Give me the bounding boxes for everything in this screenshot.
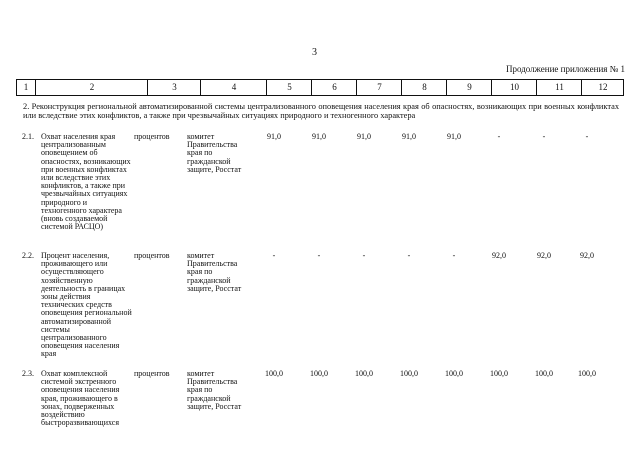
row-value: 100,0	[535, 369, 553, 378]
row-value: 100,0	[355, 369, 373, 378]
column-header-5: 5	[266, 80, 312, 95]
row-description: Процент населения, проживающего или осуществляющего хозяйственную деятельность в границах зоны действия технических средств оповещения региональной автоматизированной системы централизованного оповещения населения края	[41, 251, 132, 359]
row-value: 91,0	[447, 132, 461, 141]
row-value: 91,0	[402, 132, 416, 141]
column-header-1: 1	[23, 82, 29, 92]
row-description: Охват населения края централизованным оповещением об опасностях, возникающих при военных конфликтах или вследствие этих конфликтов, а также при чрезвычайных ситуациях природного и техногенного характера (вновь создаваемой системой РАСЦО)	[41, 132, 131, 232]
column-header-4: 4	[200, 80, 267, 95]
column-header-row	[16, 79, 624, 96]
row-unit: процентов	[134, 132, 170, 141]
row-value: -	[407, 251, 411, 260]
row-value: -	[362, 251, 366, 260]
row-number: 2.1.	[22, 132, 34, 141]
row-value: 92,0	[580, 251, 594, 260]
row-value: 91,0	[357, 132, 371, 141]
row-value: -	[317, 251, 321, 260]
column-header-8: 8	[401, 80, 447, 95]
row-organization: комитет Правительства края по гражданской защите, Росстат	[187, 369, 242, 411]
column-header-12: 12	[581, 80, 624, 95]
column-header-2: 2	[35, 80, 148, 95]
column-header-3: 3	[147, 80, 201, 95]
row-value: -	[272, 251, 276, 260]
row-description: Охват комплексной системой экстренного оповещения населения края, проживающего в зонах, подверженных воздействию быстроразвивающихся	[41, 369, 120, 428]
row-value: 91,0	[312, 132, 326, 141]
row-unit: процентов	[134, 251, 170, 260]
row-value: -	[542, 132, 546, 141]
row-unit: процентов	[134, 369, 170, 378]
section-number: 2.	[23, 102, 30, 111]
page-number: 3	[312, 47, 317, 58]
row-value: 100,0	[310, 369, 328, 378]
row-number: 2.3.	[22, 369, 34, 378]
row-value: -	[452, 251, 456, 260]
row-value: 100,0	[265, 369, 283, 378]
column-header-6: 6	[311, 80, 357, 95]
row-organization: комитет Правительства края по гражданской защите, Росстат	[187, 251, 242, 293]
section-title: Реконструкция региональной автоматизированной системы централизованного оповещения населения края об опасностях, возникающих при военных конфликтах или вследствие этих конфликтов, а также при чрезвычайных ситуациях природного и техногенного характера	[23, 102, 620, 120]
row-value: 91,0	[267, 132, 281, 141]
column-header-10: 10	[491, 80, 537, 95]
row-value: -	[497, 132, 501, 141]
row-organization: комитет Правительства края по гражданской защите, Росстат	[187, 132, 242, 174]
row-value: 100,0	[445, 369, 463, 378]
row-value: 100,0	[578, 369, 596, 378]
row-value: 100,0	[400, 369, 418, 378]
row-value: 92,0	[537, 251, 551, 260]
column-header-9: 9	[446, 80, 492, 95]
column-header-11: 11	[536, 80, 582, 95]
section-heading	[23, 102, 619, 120]
row-value: -	[585, 132, 589, 141]
row-value: 100,0	[490, 369, 508, 378]
row-number: 2.2.	[22, 251, 34, 260]
column-header-7: 7	[356, 80, 402, 95]
appendix-label: Продолжение приложения № 1	[505, 64, 625, 74]
row-value: 92,0	[492, 251, 506, 260]
